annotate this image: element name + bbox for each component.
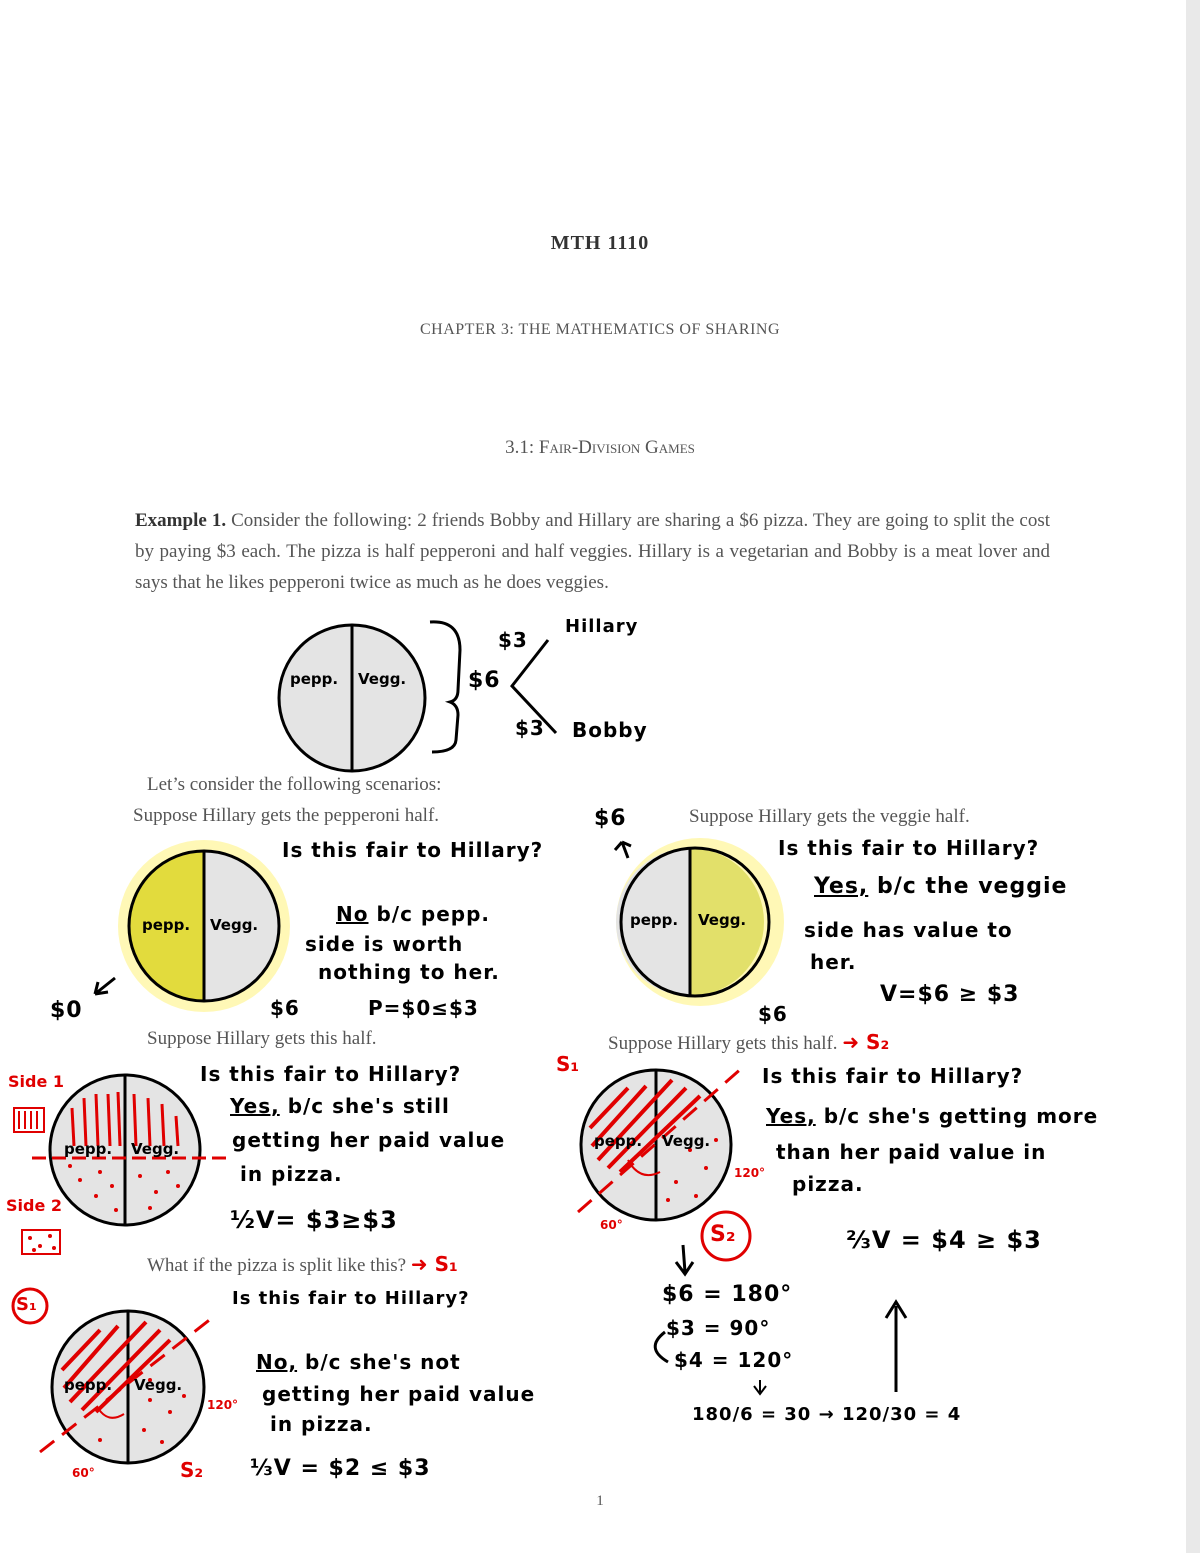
scenario-a-formula: P=$0≤$3 [368, 996, 479, 1020]
chapter-title: CHAPTER 3: THE MATHEMATICS OF SHARING [419, 321, 780, 338]
scenario-d-line4: pizza. [792, 1172, 864, 1196]
scenario-e-s2: S₂ [180, 1458, 204, 1482]
pizza-label-vegg: Vegg. [698, 911, 747, 929]
scenario-d-line3: than her paid value in [776, 1140, 1047, 1164]
scenarios-intro: Let’s consider the following scenarios: [147, 774, 442, 795]
pizza-label-vegg: Vegg. [131, 1140, 180, 1158]
scenario-c-answer [230, 1094, 450, 1118]
side-2-label: Side 2 [6, 1196, 63, 1215]
scenario-e-answer-reason: b/c she's not [305, 1350, 461, 1374]
scenario-c-question: Is this fair to Hillary? [200, 1062, 462, 1086]
pizza-scenario-c [14, 1075, 232, 1254]
scenario-c-answer-reason: b/c she's still [287, 1094, 450, 1118]
scenario-a-answer-reason: b/c pepp. [376, 902, 491, 926]
pizza-label-pepp: pepp. [64, 1140, 113, 1158]
total-cost: $6 [468, 668, 501, 693]
pizza-whole [279, 625, 425, 771]
scenario-d-question: Is this fair to Hillary? [762, 1064, 1024, 1088]
scenario-c-line4: in pizza. [240, 1162, 343, 1186]
scenario-b-prompt: Suppose Hillary gets the veggie half. [689, 806, 970, 827]
scenario-d-angle-60: 60° [600, 1218, 623, 1232]
pizza-label-pepp: pepp. [630, 911, 679, 929]
scenario-e-answer [256, 1350, 461, 1374]
scenario-d-arrow-label: ➜ S₂ [842, 1030, 890, 1054]
scenario-e-arrow-label: ➜ S₁ [410, 1252, 458, 1276]
scenario-c-prompt: Suppose Hillary gets this half. [147, 1028, 377, 1049]
section-number: 3.1: [505, 437, 535, 458]
scenario-b-question: Is this fair to Hillary? [778, 836, 1040, 860]
pizza-label-pepp: pepp. [594, 1132, 643, 1150]
scenario-e-question: Is this fair to Hillary? [232, 1288, 470, 1309]
scenario-a-line3: side is worth [305, 932, 464, 956]
pizza-label-pepp: pepp. [64, 1376, 113, 1394]
bobby-label: Bobby [572, 718, 648, 742]
scenario-b-top-value: $6 [594, 806, 627, 831]
scenario-c-answer-word: Yes, [230, 1094, 280, 1118]
bobby-share: $3 [515, 716, 545, 740]
scenario-b-line3: side has value to [804, 918, 1013, 942]
example-text: Consider the following: 2 friends Bobby and Hillary are sharing a $6 pizza. They are going to split the cost by paying $3 each. The pizza is half pepperoni and half veggies. Hillary is a vegetarian and Bobby is a meat lover and says that he likes pepperoni twice as much as he does veggies. [135, 510, 1050, 593]
scenario-b-answer [814, 874, 1067, 899]
calc-line-3: $4 = 120° [674, 1348, 794, 1372]
scenario-e-line4: in pizza. [270, 1412, 373, 1436]
pizza-label-pepp: pepp. [290, 670, 339, 688]
scenario-a-question: Is this fair to Hillary? [282, 838, 544, 862]
scenario-b-answer-reason: b/c the veggie [876, 874, 1068, 899]
scenario-e-answer-word: No, [256, 1350, 298, 1374]
section-name: Fair-Division Games [538, 437, 695, 458]
scenario-e-circled: S₁ [16, 1294, 37, 1315]
course-title: MTH 1110 [550, 232, 650, 254]
hillary-share: $3 [498, 628, 528, 652]
calc-line-1: $6 = 180° [662, 1282, 793, 1307]
scenario-c-line3: getting her paid value [232, 1128, 506, 1152]
scenario-b-answer-word: Yes, [814, 874, 869, 899]
pizza-label-vegg: Vegg. [358, 670, 407, 688]
hillary-label: Hillary [565, 616, 639, 637]
scenario-c-formula: ½V= $3≥$3 [230, 1206, 398, 1234]
scenario-d-formula: ⅔V = $4 ≥ $3 [846, 1226, 1042, 1254]
scenario-d-arrow-label-text: S₂ [866, 1030, 890, 1054]
scenario-d-s1: S₁ [556, 1052, 580, 1076]
scenario-d-circled: S₂ [710, 1222, 736, 1247]
pizza-scenario-e [13, 1289, 212, 1463]
scenario-d-answer-word: Yes, [766, 1104, 816, 1128]
pizza-label-vegg: Vegg. [662, 1132, 711, 1150]
scenario-e-angle-60: 60° [72, 1466, 95, 1480]
calc-line-4: 180/6 = 30 → 120/30 = 4 [692, 1404, 962, 1425]
scenario-d-angle-120: 120° [734, 1166, 766, 1180]
scenario-d-answer-reason: b/c she's getting more [823, 1104, 1099, 1128]
page-number: 1 [596, 1493, 604, 1509]
scenario-e-formula: ⅓V = $2 ≤ $3 [250, 1456, 431, 1481]
scenario-a-line4: nothing to her. [318, 960, 500, 984]
scenario-a-left-value: $0 [50, 998, 83, 1023]
scenario-d-prompt [608, 1030, 889, 1055]
scenario-a-right-value: $6 [270, 996, 300, 1020]
scenario-b-formula: V=$6 ≥ $3 [880, 982, 1020, 1007]
scenario-d-answer [766, 1104, 1098, 1128]
scenario-e-angle-120: 120° [207, 1398, 239, 1412]
scenario-b-line4: her. [810, 950, 857, 974]
scenario-a-prompt: Suppose Hillary gets the pepperoni half. [133, 805, 440, 826]
scenario-d-prompt-text: Suppose Hillary gets this half. [608, 1033, 838, 1054]
brace [430, 622, 460, 752]
pizza-scenario-b [615, 838, 784, 1006]
pizza-label-vegg: Vegg. [210, 916, 259, 934]
calc-line-2: $3 = 90° [666, 1316, 771, 1340]
scenario-a-answer-word: No [336, 902, 369, 926]
side-1-label: Side 1 [8, 1072, 65, 1091]
pizza-label-pepp: pepp. [142, 916, 191, 934]
scenario-b-bottom-value: $6 [758, 1002, 788, 1026]
scenario-a-answer [336, 902, 490, 926]
scenario-e-prompt-text: What if the pizza is split like this? [147, 1255, 407, 1276]
pizza-label-vegg: Vegg. [134, 1376, 183, 1394]
example-label: Example 1. [135, 510, 227, 531]
scenario-e-arrow-label-text: S₁ [434, 1252, 458, 1276]
scenario-e-prompt [147, 1252, 458, 1277]
pizza-scenario-a [95, 840, 290, 1012]
scenario-e-line3: getting her paid value [262, 1382, 536, 1406]
